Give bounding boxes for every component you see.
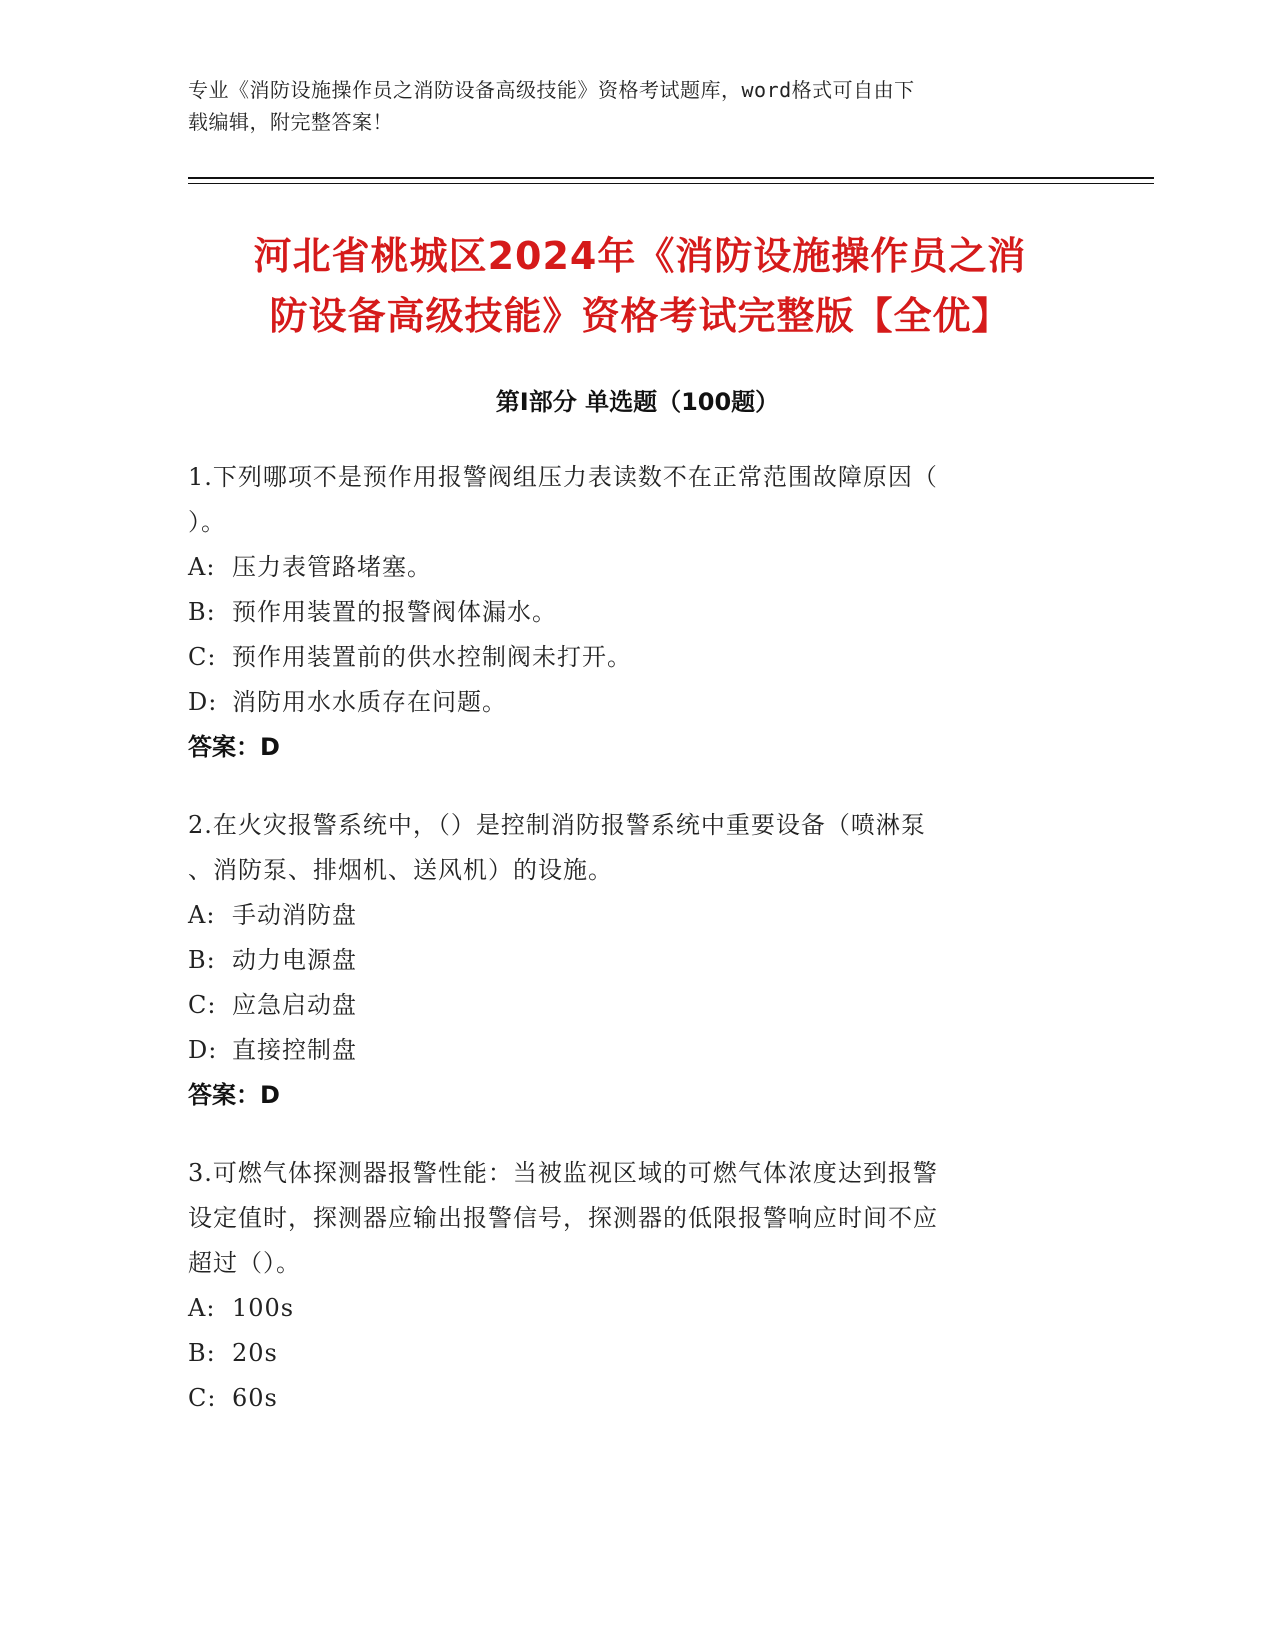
option-letter: A:	[188, 553, 216, 581]
option-c	[188, 983, 1068, 1028]
option-d	[188, 680, 1068, 725]
option-text: 100s	[232, 1294, 295, 1322]
option-text: 预作用装置前的供水控制阀未打开。	[232, 643, 632, 671]
question-stem-line: 、消防泵、排烟机、送风机）的设施。	[188, 856, 613, 884]
option-text: 应急启动盘	[232, 991, 357, 1019]
option-letter: C:	[188, 1384, 217, 1412]
option-text: 手动消防盘	[232, 901, 357, 929]
option-text: 60s	[232, 1384, 278, 1412]
option-b	[188, 590, 1068, 635]
header-divider-thin	[188, 183, 1154, 184]
option-a	[188, 545, 1068, 590]
option-b	[188, 1331, 1068, 1376]
document-title	[180, 226, 1100, 346]
option-letter: B:	[188, 946, 216, 974]
question-2	[188, 803, 1068, 1118]
option-letter: B:	[188, 1339, 216, 1367]
option-text: 动力电源盘	[232, 946, 357, 974]
question-stem-line: 1.下列哪项不是预作用报警阀组压力表读数不在正常范围故障原因（	[188, 463, 938, 491]
question-stem-line: 设定值时，探测器应输出报警信号，探测器的低限报警响应时间不应	[188, 1204, 938, 1232]
answer-label: 答案：D	[188, 1081, 280, 1109]
option-c	[188, 635, 1068, 680]
option-d	[188, 1028, 1068, 1073]
option-letter: C:	[188, 991, 217, 1019]
question-stem-line: 2.在火灾报警系统中，（）是控制消防报警系统中重要设备（喷淋泵	[188, 811, 926, 839]
option-letter: D:	[188, 688, 218, 716]
document-title-line-1: 河北省桃城区2024年《消防设施操作员之消	[253, 234, 1027, 278]
header-note-line-1: 专业《消防设施操作员之消防设备高级技能》资格考试题库，word格式可自由下	[188, 78, 915, 102]
section-heading: 第Ⅰ部分 单选题（100题）	[495, 388, 780, 416]
question-stem-line: 超过（）。	[188, 1249, 301, 1277]
option-text: 压力表管路堵塞。	[232, 553, 432, 581]
option-text: 20s	[232, 1339, 278, 1367]
option-text: 消防用水水质存在问题。	[232, 688, 507, 716]
option-a	[188, 893, 1068, 938]
option-letter: B:	[188, 598, 216, 626]
option-letter: D:	[188, 1036, 218, 1064]
question-1	[188, 455, 1068, 770]
question-3	[188, 1151, 1068, 1421]
header-note	[188, 74, 1068, 138]
option-letter: A:	[188, 901, 216, 929]
option-letter: A:	[188, 1294, 216, 1322]
option-text: 预作用装置的报警阀体漏水。	[232, 598, 557, 626]
header-note-line-2: 载编辑，附完整答案！	[188, 110, 393, 134]
option-letter: C:	[188, 643, 217, 671]
option-text: 直接控制盘	[232, 1036, 357, 1064]
answer-label: 答案：D	[188, 733, 280, 761]
option-c	[188, 1376, 1068, 1421]
option-a	[188, 1286, 1068, 1331]
option-b	[188, 938, 1068, 983]
header-divider-thick	[188, 177, 1154, 179]
document-title-line-2: 防设备高级技能》资格考试完整版【全优】	[269, 294, 1011, 338]
question-stem-line: ）。	[188, 508, 226, 536]
question-stem-line: 3.可燃气体探测器报警性能：当被监视区域的可燃气体浓度达到报警	[188, 1159, 938, 1187]
